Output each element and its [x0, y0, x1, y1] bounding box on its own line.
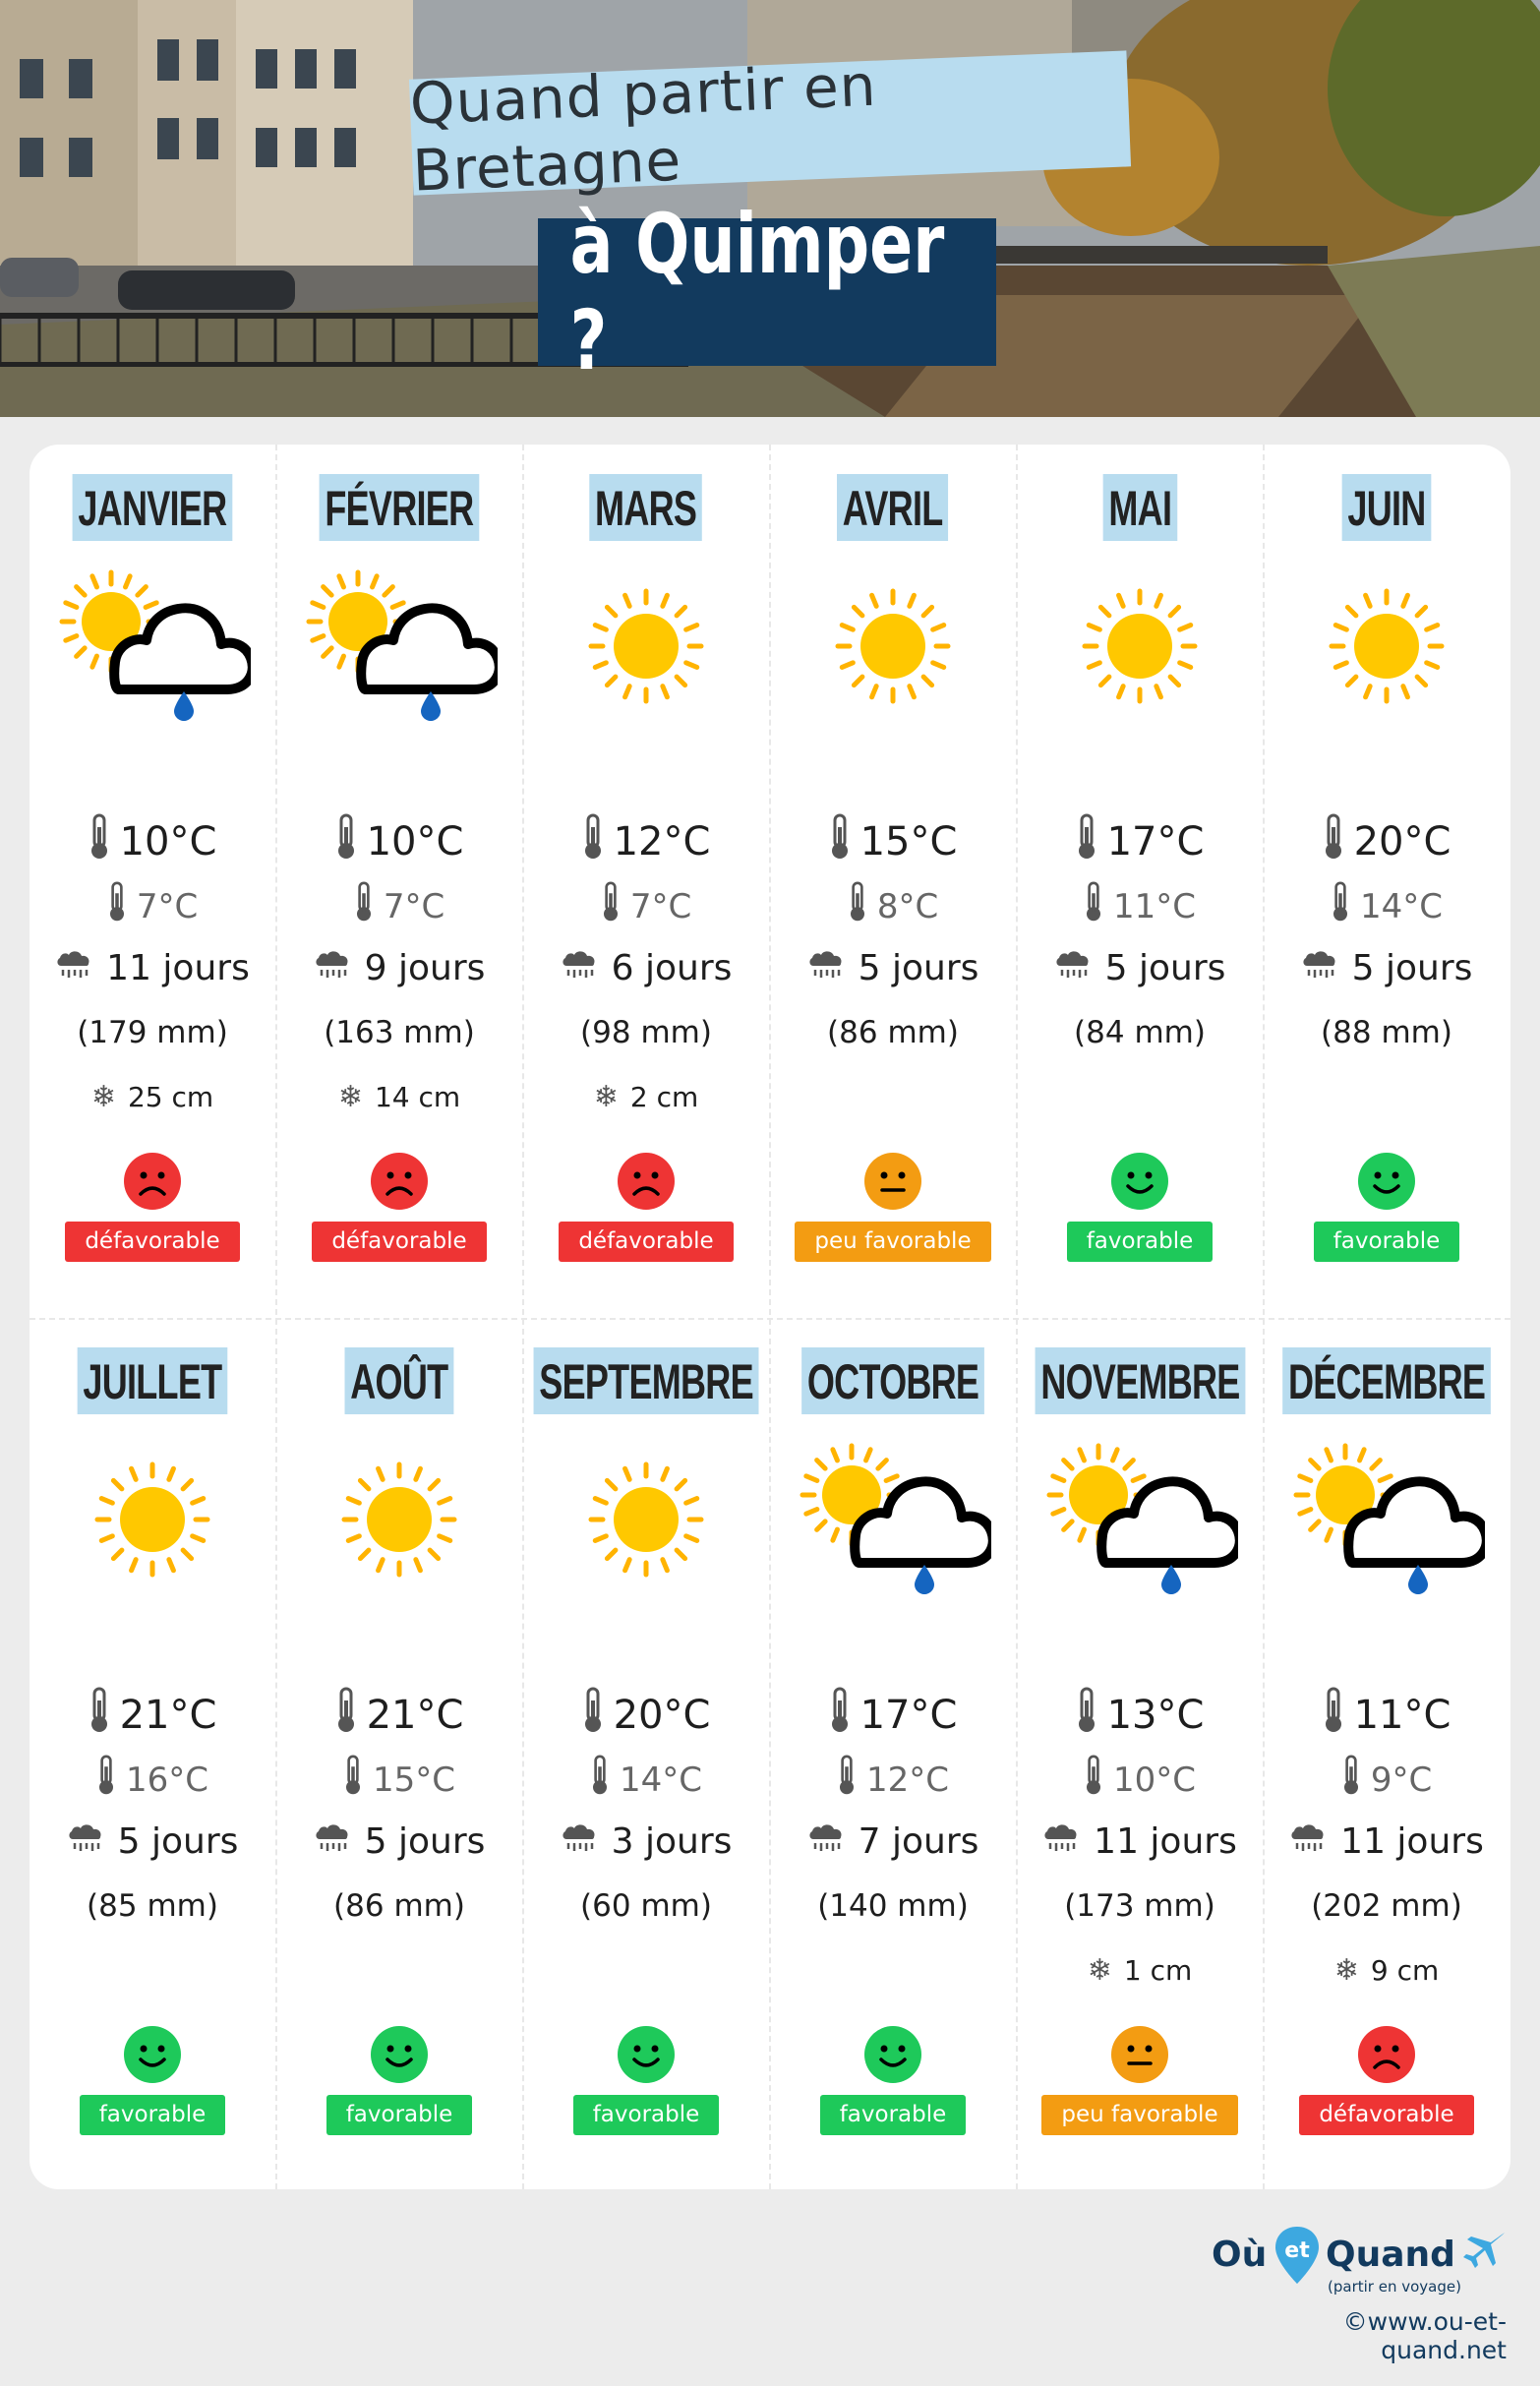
max-temperature: [276, 813, 522, 870]
month-cell: [276, 1318, 522, 2191]
max-temperature-value: 21°C: [366, 1693, 464, 1738]
snow-amount-value: 14 cm: [374, 1081, 461, 1113]
happy-face-icon: [1358, 1153, 1415, 1210]
max-temperature: [523, 813, 769, 870]
min-temperature: [1264, 881, 1510, 931]
snow-amount: [1264, 1953, 1510, 1988]
snow-amount-value: 9 cm: [1370, 1954, 1440, 1987]
max-temperature-value: 21°C: [119, 1693, 217, 1738]
min-temperature: [1017, 881, 1263, 931]
month-name: AOÛT: [345, 1347, 454, 1414]
thermometer-icon: [829, 813, 860, 870]
month-cell: [523, 1318, 769, 2191]
max-temperature: [523, 1687, 769, 1744]
rain-amount-value: (85 mm): [87, 1888, 218, 1924]
max-temperature-value: 20°C: [613, 1693, 711, 1738]
sun-cloud-rain-icon: [1288, 1441, 1485, 1598]
rain-days-value: 11 jours: [106, 948, 250, 988]
ou-et-quand-logo: [1212, 2221, 1507, 2299]
rain-days-value: 11 jours: [1340, 1821, 1484, 1862]
max-temperature-value: 20°C: [1353, 819, 1451, 865]
rain-days-value: 7 jours: [858, 1821, 979, 1862]
thermometer-icon: [1331, 881, 1360, 931]
max-temperature-value: 17°C: [859, 1693, 958, 1738]
thermometer-icon: [1084, 1755, 1113, 1805]
rain-days: [523, 948, 769, 988]
thermometer-icon: [848, 881, 877, 931]
rain-cloud-icon: [1301, 948, 1352, 988]
month-name-box: [1017, 1347, 1263, 1414]
rain-days: [1264, 1821, 1510, 1862]
snowflake-icon: ❄: [593, 1080, 619, 1114]
min-temperature-value: 9°C: [1370, 1760, 1433, 1800]
max-temperature: [30, 1687, 275, 1744]
title-line-2-box: [538, 196, 996, 388]
rain-amount: [523, 1888, 769, 1924]
month-cell: [30, 1318, 275, 2191]
rain-amount: [770, 1015, 1016, 1050]
rain-days: [1017, 1821, 1263, 1862]
sun-icon: [795, 567, 991, 725]
thermometer-icon: [1341, 1755, 1371, 1805]
rain-cloud-icon: [807, 948, 859, 988]
rain-days-value: 11 jours: [1094, 1821, 1237, 1862]
sun-icon: [54, 1441, 251, 1598]
month-name-box: [523, 474, 769, 541]
rain-amount-value: (179 mm): [77, 1015, 228, 1050]
rain-amount: [1017, 1888, 1263, 1924]
happy-face-icon: [864, 2026, 921, 2083]
rain-cloud-icon: [1054, 948, 1105, 988]
sad-face-icon: [371, 1153, 428, 1210]
airplane-icon: [1461, 2229, 1507, 2270]
month-name: MARS: [590, 474, 703, 541]
rain-cloud-icon: [55, 948, 106, 988]
rain-days: [523, 1821, 769, 1862]
month-name-box: [30, 474, 275, 541]
month-name-box: [276, 1347, 522, 1414]
sun-cloud-rain-icon: [301, 567, 498, 725]
max-temperature-value: 11°C: [1353, 1693, 1451, 1738]
snowflake-icon: ❄: [90, 1080, 116, 1114]
snow-amount-value: 25 cm: [127, 1081, 214, 1113]
sad-face-icon: [124, 1153, 181, 1210]
rain-days: [1017, 948, 1263, 988]
rain-amount-value: (86 mm): [333, 1888, 465, 1924]
max-temperature-value: 10°C: [366, 819, 464, 865]
max-temperature: [770, 1687, 1016, 1744]
month-name: MAI: [1102, 474, 1176, 541]
rain-cloud-icon: [314, 1821, 365, 1862]
rain-days-value: 5 jours: [1351, 948, 1473, 988]
min-temperature-value: 7°C: [383, 886, 445, 926]
rating-badge: [30, 2095, 275, 2135]
rating-badge: [1264, 1222, 1510, 1262]
month-cell: [770, 1318, 1016, 2191]
thermometer-icon: [89, 1687, 120, 1744]
rating-label: défavorable: [559, 1222, 733, 1262]
rain-amount: [770, 1888, 1016, 1924]
sun-icon: [1288, 567, 1485, 725]
month-cell: [770, 445, 1016, 1318]
rain-amount-value: (60 mm): [580, 1888, 712, 1924]
thermometer-icon: [590, 1755, 620, 1805]
rating-label: favorable: [573, 2095, 720, 2135]
rain-days-value: 5 jours: [117, 1821, 239, 1862]
month-name: JUIN: [1342, 474, 1432, 541]
rain-days: [276, 948, 522, 988]
rain-amount-value: (98 mm): [580, 1015, 712, 1050]
title-line-2: à Quimper ?: [569, 196, 945, 388]
min-temperature-value: 14°C: [619, 1760, 702, 1800]
thermometer-icon: [354, 881, 384, 931]
sun-icon: [548, 1441, 744, 1598]
rain-days: [30, 1821, 275, 1862]
min-temperature: [523, 881, 769, 931]
rating-badge: [1264, 2095, 1510, 2135]
rating-label: favorable: [1067, 1222, 1214, 1262]
sun-cloud-rain-icon: [54, 567, 251, 725]
rating-badge: [770, 2095, 1016, 2135]
sad-face-icon: [1358, 2026, 1415, 2083]
rating-badge: [1017, 1222, 1263, 1262]
sun-cloud-rain-icon: [1041, 1441, 1238, 1598]
rating-badge: [276, 1222, 522, 1262]
happy-face-icon: [618, 2026, 675, 2083]
rain-amount-value: (173 mm): [1064, 1888, 1215, 1924]
sun-cloud-rain-icon: [795, 1441, 991, 1598]
rain-amount-value: (88 mm): [1321, 1015, 1452, 1050]
thermometer-icon: [343, 1755, 373, 1805]
rain-cloud-icon: [561, 948, 612, 988]
max-temperature: [770, 813, 1016, 870]
month-name-box: [1264, 474, 1510, 541]
min-temperature: [30, 1755, 275, 1805]
max-temperature-value: 17°C: [1106, 819, 1205, 865]
month-cell: [276, 445, 522, 1318]
rating-badge: [276, 2095, 522, 2135]
rain-days-value: 9 jours: [364, 948, 486, 988]
rating-badge: [523, 1222, 769, 1262]
min-temperature: [276, 881, 522, 931]
climate-calendar-card: [30, 445, 1510, 2189]
rating-label: favorable: [1314, 1222, 1460, 1262]
rain-cloud-icon: [1042, 1821, 1094, 1862]
snow-amount: [30, 1080, 275, 1114]
neutral-face-icon: [1111, 2026, 1168, 2083]
month-cell: [1017, 1318, 1263, 2191]
snow-amount: [523, 1080, 769, 1114]
month-name-box: [770, 1347, 1016, 1414]
thermometer-icon: [1323, 813, 1354, 870]
rain-days: [1264, 948, 1510, 988]
rain-amount: [1264, 1888, 1510, 1924]
month-cell: [1017, 445, 1263, 1318]
max-temperature-value: 15°C: [859, 819, 958, 865]
rain-amount: [276, 1888, 522, 1924]
rain-days-value: 5 jours: [1104, 948, 1226, 988]
rain-days-value: 3 jours: [611, 1821, 733, 1862]
max-temperature-value: 13°C: [1106, 1693, 1205, 1738]
rain-amount: [1264, 1015, 1510, 1050]
rating-label: peu favorable: [1041, 2095, 1237, 2135]
month-cell: [1264, 1318, 1510, 2191]
snow-amount: [1017, 1953, 1263, 1988]
snow-amount: [276, 1080, 522, 1114]
month-name: FÉVRIER: [320, 474, 480, 541]
min-temperature-value: 8°C: [876, 886, 939, 926]
sun-icon: [548, 567, 744, 725]
month-name-box: [1017, 474, 1263, 541]
snow-amount-value: 1 cm: [1123, 1954, 1193, 1987]
sad-face-icon: [618, 1153, 675, 1210]
title-line-1-box: [408, 50, 1131, 205]
rain-cloud-icon: [314, 948, 365, 988]
min-temperature-value: 12°C: [865, 1760, 949, 1800]
min-temperature-value: 16°C: [125, 1760, 208, 1800]
month-name: NOVEMBRE: [1035, 1347, 1245, 1414]
min-temperature-value: 7°C: [136, 886, 199, 926]
month-name: JANVIER: [73, 474, 233, 541]
rating-label: défavorable: [1299, 2095, 1473, 2135]
rating-badge: [30, 1222, 275, 1262]
month-name: DÉCEMBRE: [1282, 1347, 1491, 1414]
max-temperature: [1264, 1687, 1510, 1744]
sun-icon: [1041, 567, 1238, 725]
rating-label: favorable: [326, 2095, 473, 2135]
rating-label: favorable: [80, 2095, 226, 2135]
map-pin-icon: [1273, 2225, 1322, 2286]
thermometer-icon: [1076, 1687, 1107, 1744]
min-temperature-value: 10°C: [1112, 1760, 1196, 1800]
rain-cloud-icon: [561, 1821, 612, 1862]
rain-amount: [276, 1015, 522, 1050]
rain-days: [770, 948, 1016, 988]
month-name: AVRIL: [837, 474, 948, 541]
min-temperature: [30, 881, 275, 931]
month-cell: [1264, 445, 1510, 1318]
title-line-1: Quand partir en Bretagne: [408, 51, 878, 205]
thermometer-icon: [89, 813, 120, 870]
thermometer-icon: [582, 813, 614, 870]
min-temperature: [1264, 1755, 1510, 1805]
header-banner: [0, 0, 1540, 417]
thermometer-icon: [335, 813, 367, 870]
rain-days-value: 6 jours: [611, 948, 733, 988]
rain-days: [30, 948, 275, 988]
snow-amount-value: 2 cm: [629, 1081, 699, 1113]
rain-amount: [523, 1015, 769, 1050]
month-cell: [523, 445, 769, 1318]
rain-amount: [1017, 1015, 1263, 1050]
thermometer-icon: [1076, 813, 1107, 870]
snowflake-icon: ❄: [1087, 1953, 1112, 1988]
thermometer-icon: [335, 1687, 367, 1744]
rain-cloud-icon: [1289, 1821, 1340, 1862]
month-name-box: [770, 474, 1016, 541]
month-name: JUILLET: [78, 1347, 227, 1414]
rain-amount: [30, 1888, 275, 1924]
logo-et: et: [1284, 2238, 1310, 2263]
rating-label: défavorable: [65, 1222, 239, 1262]
thermometer-icon: [1084, 881, 1113, 931]
rating-label: défavorable: [312, 1222, 486, 1262]
min-temperature: [770, 881, 1016, 931]
month-name-box: [523, 1347, 769, 1414]
rating-badge: [770, 1222, 1016, 1262]
month-name: SEPTEMBRE: [533, 1347, 758, 1414]
happy-face-icon: [1111, 1153, 1168, 1210]
thermometer-icon: [107, 881, 137, 931]
rating-label: peu favorable: [795, 1222, 990, 1262]
thermometer-icon: [829, 1687, 860, 1744]
rain-amount-value: (86 mm): [827, 1015, 959, 1050]
rain-amount-value: (84 mm): [1074, 1015, 1206, 1050]
rain-days: [770, 1821, 1016, 1862]
thermometer-icon: [837, 1755, 866, 1805]
month-name-box: [276, 474, 522, 541]
rain-cloud-icon: [67, 1821, 118, 1862]
month-name-box: [1264, 1347, 1510, 1414]
rain-days-value: 5 jours: [364, 1821, 486, 1862]
snowflake-icon: ❄: [337, 1080, 363, 1114]
website-credit: ©www.ou-et-quand.net: [1342, 2307, 1507, 2364]
rain-days-value: 5 jours: [858, 948, 979, 988]
rain-amount-value: (163 mm): [324, 1015, 475, 1050]
rating-badge: [1017, 2095, 1263, 2135]
rating-badge: [523, 2095, 769, 2135]
min-temperature-value: 14°C: [1359, 886, 1443, 926]
max-temperature: [1264, 813, 1510, 870]
max-temperature: [1017, 813, 1263, 870]
rating-label: favorable: [820, 2095, 967, 2135]
thermometer-icon: [601, 881, 630, 931]
rain-amount: [30, 1015, 275, 1050]
neutral-face-icon: [864, 1153, 921, 1210]
min-temperature-value: 15°C: [372, 1760, 455, 1800]
snowflake-icon: ❄: [1333, 1953, 1359, 1988]
min-temperature: [523, 1755, 769, 1805]
max-temperature-value: 10°C: [119, 819, 217, 865]
min-temperature: [276, 1755, 522, 1805]
logo-subtitle: (partir en voyage): [1328, 2278, 1461, 2296]
min-temperature-value: 11°C: [1112, 886, 1196, 926]
min-temperature-value: 7°C: [629, 886, 692, 926]
rain-days: [276, 1821, 522, 1862]
rain-amount-value: (140 mm): [817, 1888, 969, 1924]
happy-face-icon: [124, 2026, 181, 2083]
rain-amount-value: (202 mm): [1311, 1888, 1462, 1924]
rain-cloud-icon: [807, 1821, 859, 1862]
max-temperature: [276, 1687, 522, 1744]
max-temperature: [30, 813, 275, 870]
thermometer-icon: [582, 1687, 614, 1744]
month-name-box: [30, 1347, 275, 1414]
sun-icon: [301, 1441, 498, 1598]
thermometer-icon: [96, 1755, 126, 1805]
logo-ou: Où: [1212, 2235, 1268, 2275]
month-name: OCTOBRE: [801, 1347, 984, 1414]
min-temperature: [770, 1755, 1016, 1805]
min-temperature: [1017, 1755, 1263, 1805]
month-cell: [30, 445, 275, 1318]
max-temperature: [1017, 1687, 1263, 1744]
thermometer-icon: [1323, 1687, 1354, 1744]
happy-face-icon: [371, 2026, 428, 2083]
max-temperature-value: 12°C: [613, 819, 711, 865]
logo-quand: Quand: [1326, 2235, 1455, 2275]
